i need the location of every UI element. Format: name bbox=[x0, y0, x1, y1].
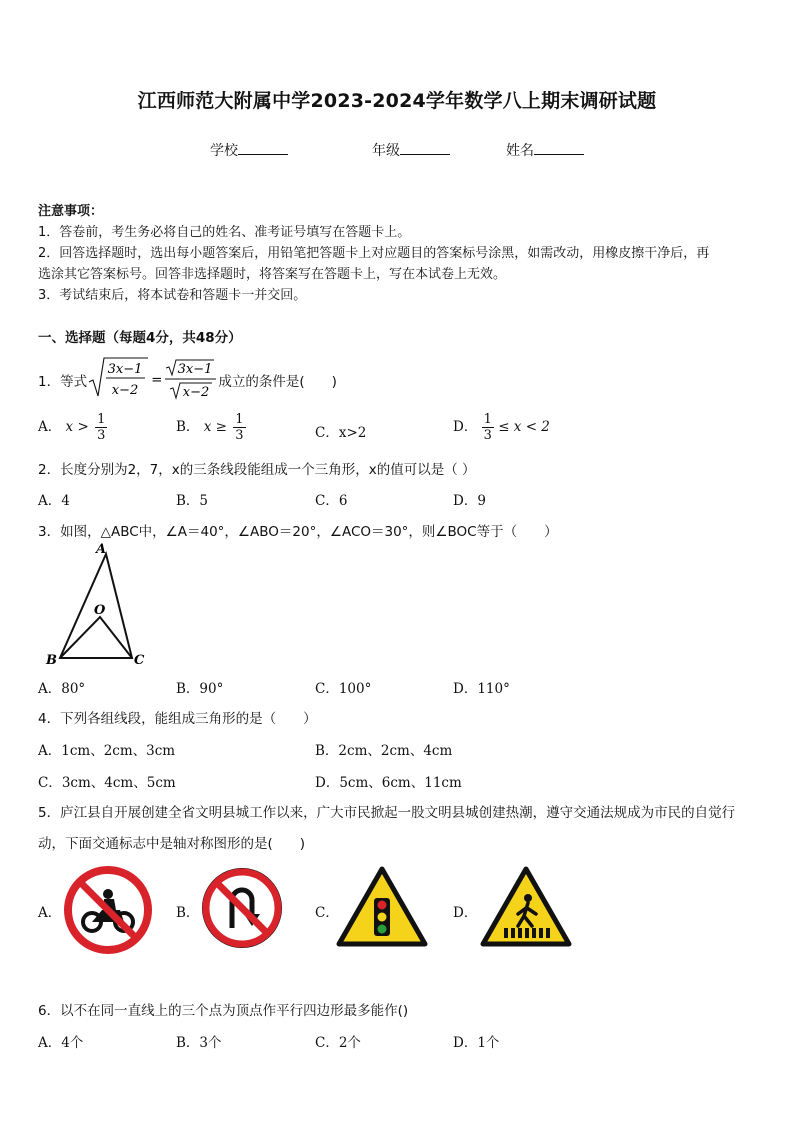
q2-option-c[interactable]: C．6 bbox=[315, 493, 348, 509]
label-a: A bbox=[96, 542, 107, 557]
q3-option-b[interactable]: B．90° bbox=[176, 681, 224, 697]
q2-option-b[interactable]: B．5 bbox=[176, 493, 209, 509]
note-2b: 选涂其它答案标号。回答非选择题时，将答案写在答题卡上，写在本试卷上无效。 bbox=[38, 267, 507, 282]
grade-field[interactable]: 年级 bbox=[372, 140, 450, 160]
q5-option-d[interactable]: D． bbox=[453, 905, 478, 921]
svg-text:x−2: x−2 bbox=[111, 383, 139, 398]
q3-option-c[interactable]: C．100° bbox=[315, 681, 372, 697]
q2-option-d[interactable]: D．9 bbox=[453, 493, 486, 509]
q2-option-a[interactable]: A．4 bbox=[38, 493, 70, 509]
svg-text:3x−1: 3x−1 bbox=[178, 362, 213, 377]
notes-heading: 注意事项： bbox=[38, 204, 104, 219]
pedestrian-crossing-sign-icon[interactable] bbox=[480, 866, 572, 948]
q5-option-c[interactable]: C． bbox=[315, 905, 339, 921]
svg-text:3x−1: 3x−1 bbox=[107, 362, 143, 377]
note-1: 1．答卷前，考生务必将自己的姓名、准考证号填写在答题卡上。 bbox=[38, 225, 411, 240]
q5-option-b[interactable]: B． bbox=[176, 905, 200, 921]
q4-option-c[interactable]: C．3cm、4cm、5cm bbox=[38, 775, 176, 791]
question-4: 4．下列各组线段，能组成三角形的是（ ） bbox=[38, 711, 317, 727]
section-heading: 一、选择题（每题4分，共48分） bbox=[38, 330, 242, 346]
name-field[interactable]: 姓名 bbox=[506, 140, 584, 160]
q4-option-d[interactable]: D．5cm、6cm、11cm bbox=[315, 775, 462, 791]
split-radicals bbox=[164, 358, 218, 402]
note-3: 3．考试结束后，将本试卷和答题卡一并交回。 bbox=[38, 288, 307, 303]
traffic-light-warning-sign-icon[interactable] bbox=[336, 866, 428, 948]
q4-option-b[interactable]: B．2cm、2cm、4cm bbox=[315, 743, 453, 759]
q3-option-d[interactable]: D．110° bbox=[453, 681, 510, 697]
q5-option-a[interactable]: A． bbox=[38, 905, 62, 921]
label-b: B bbox=[46, 653, 57, 668]
q6-option-d[interactable]: D．1个 bbox=[453, 1035, 500, 1051]
grade-blank[interactable] bbox=[400, 140, 450, 155]
question-3: 3．如图，△ABC中，∠A＝40°，∠ABO＝20°，∠ACO＝30°，则∠BOC等于（ ） bbox=[38, 524, 558, 540]
q1-option-c[interactable]: C．x>2 bbox=[315, 425, 367, 441]
school-field[interactable]: 学校 bbox=[210, 140, 288, 160]
q6-option-b[interactable]: B．3个 bbox=[176, 1035, 222, 1051]
question-5-line2: 动，下面交通标志中是轴对称图形的是( ) bbox=[38, 836, 306, 852]
q6-option-a[interactable]: A．4个 bbox=[38, 1035, 84, 1051]
svg-text:x−2: x−2 bbox=[183, 385, 210, 400]
q3-option-a[interactable]: A．80° bbox=[38, 681, 86, 697]
q1-option-d[interactable]: D． $\frac{1}{3}$ ≤ x < 2 bbox=[453, 412, 550, 443]
radical-sign-icon bbox=[87, 356, 149, 400]
question-1: 1．等式 3x−1 x−2 = 3x−1 x−2 成立的条件是( ) bbox=[38, 356, 337, 404]
q1-option-b[interactable]: B． x ≥ $\frac{1}{3}$ bbox=[176, 412, 244, 443]
page-title: 江西师范大附属中学2023-2024学年数学八上期末调研试题 bbox=[137, 90, 657, 112]
question-6: 6．以不在同一直线上的三个点为顶点作平行四边形最多能作() bbox=[38, 1003, 409, 1019]
note-2a: 2．回答选择题时，选出每小题答案后，用铅笔把答题卡上对应题目的答案标号涂黑，如需改动，用橡皮擦干净后，再 bbox=[38, 246, 710, 261]
q6-option-c[interactable]: C．2个 bbox=[315, 1035, 361, 1051]
label-c: C bbox=[134, 653, 145, 668]
q4-option-a[interactable]: A．1cm、2cm、3cm bbox=[38, 743, 176, 759]
question-2: 2．长度分别为2，7，x的三条线段能组成一个三角形，x的值可以是（ ） bbox=[38, 462, 476, 478]
no-motorcycle-sign-icon[interactable] bbox=[64, 866, 152, 954]
name-blank[interactable] bbox=[534, 140, 584, 155]
q1-option-a[interactable]: A． x > $\frac{1}{3}$ bbox=[38, 412, 106, 443]
school-blank[interactable] bbox=[238, 140, 288, 155]
no-u-turn-sign-icon[interactable] bbox=[200, 866, 284, 950]
label-o: O bbox=[94, 603, 106, 618]
question-5-line1: 5．庐江县自开展创建全省文明县城工作以来，广大市民掀起一股文明县城创建热潮，遵守交通法规成为市民的自觉行 bbox=[38, 805, 736, 821]
triangle-figure bbox=[40, 540, 160, 670]
sqrt-fraction bbox=[87, 356, 149, 404]
